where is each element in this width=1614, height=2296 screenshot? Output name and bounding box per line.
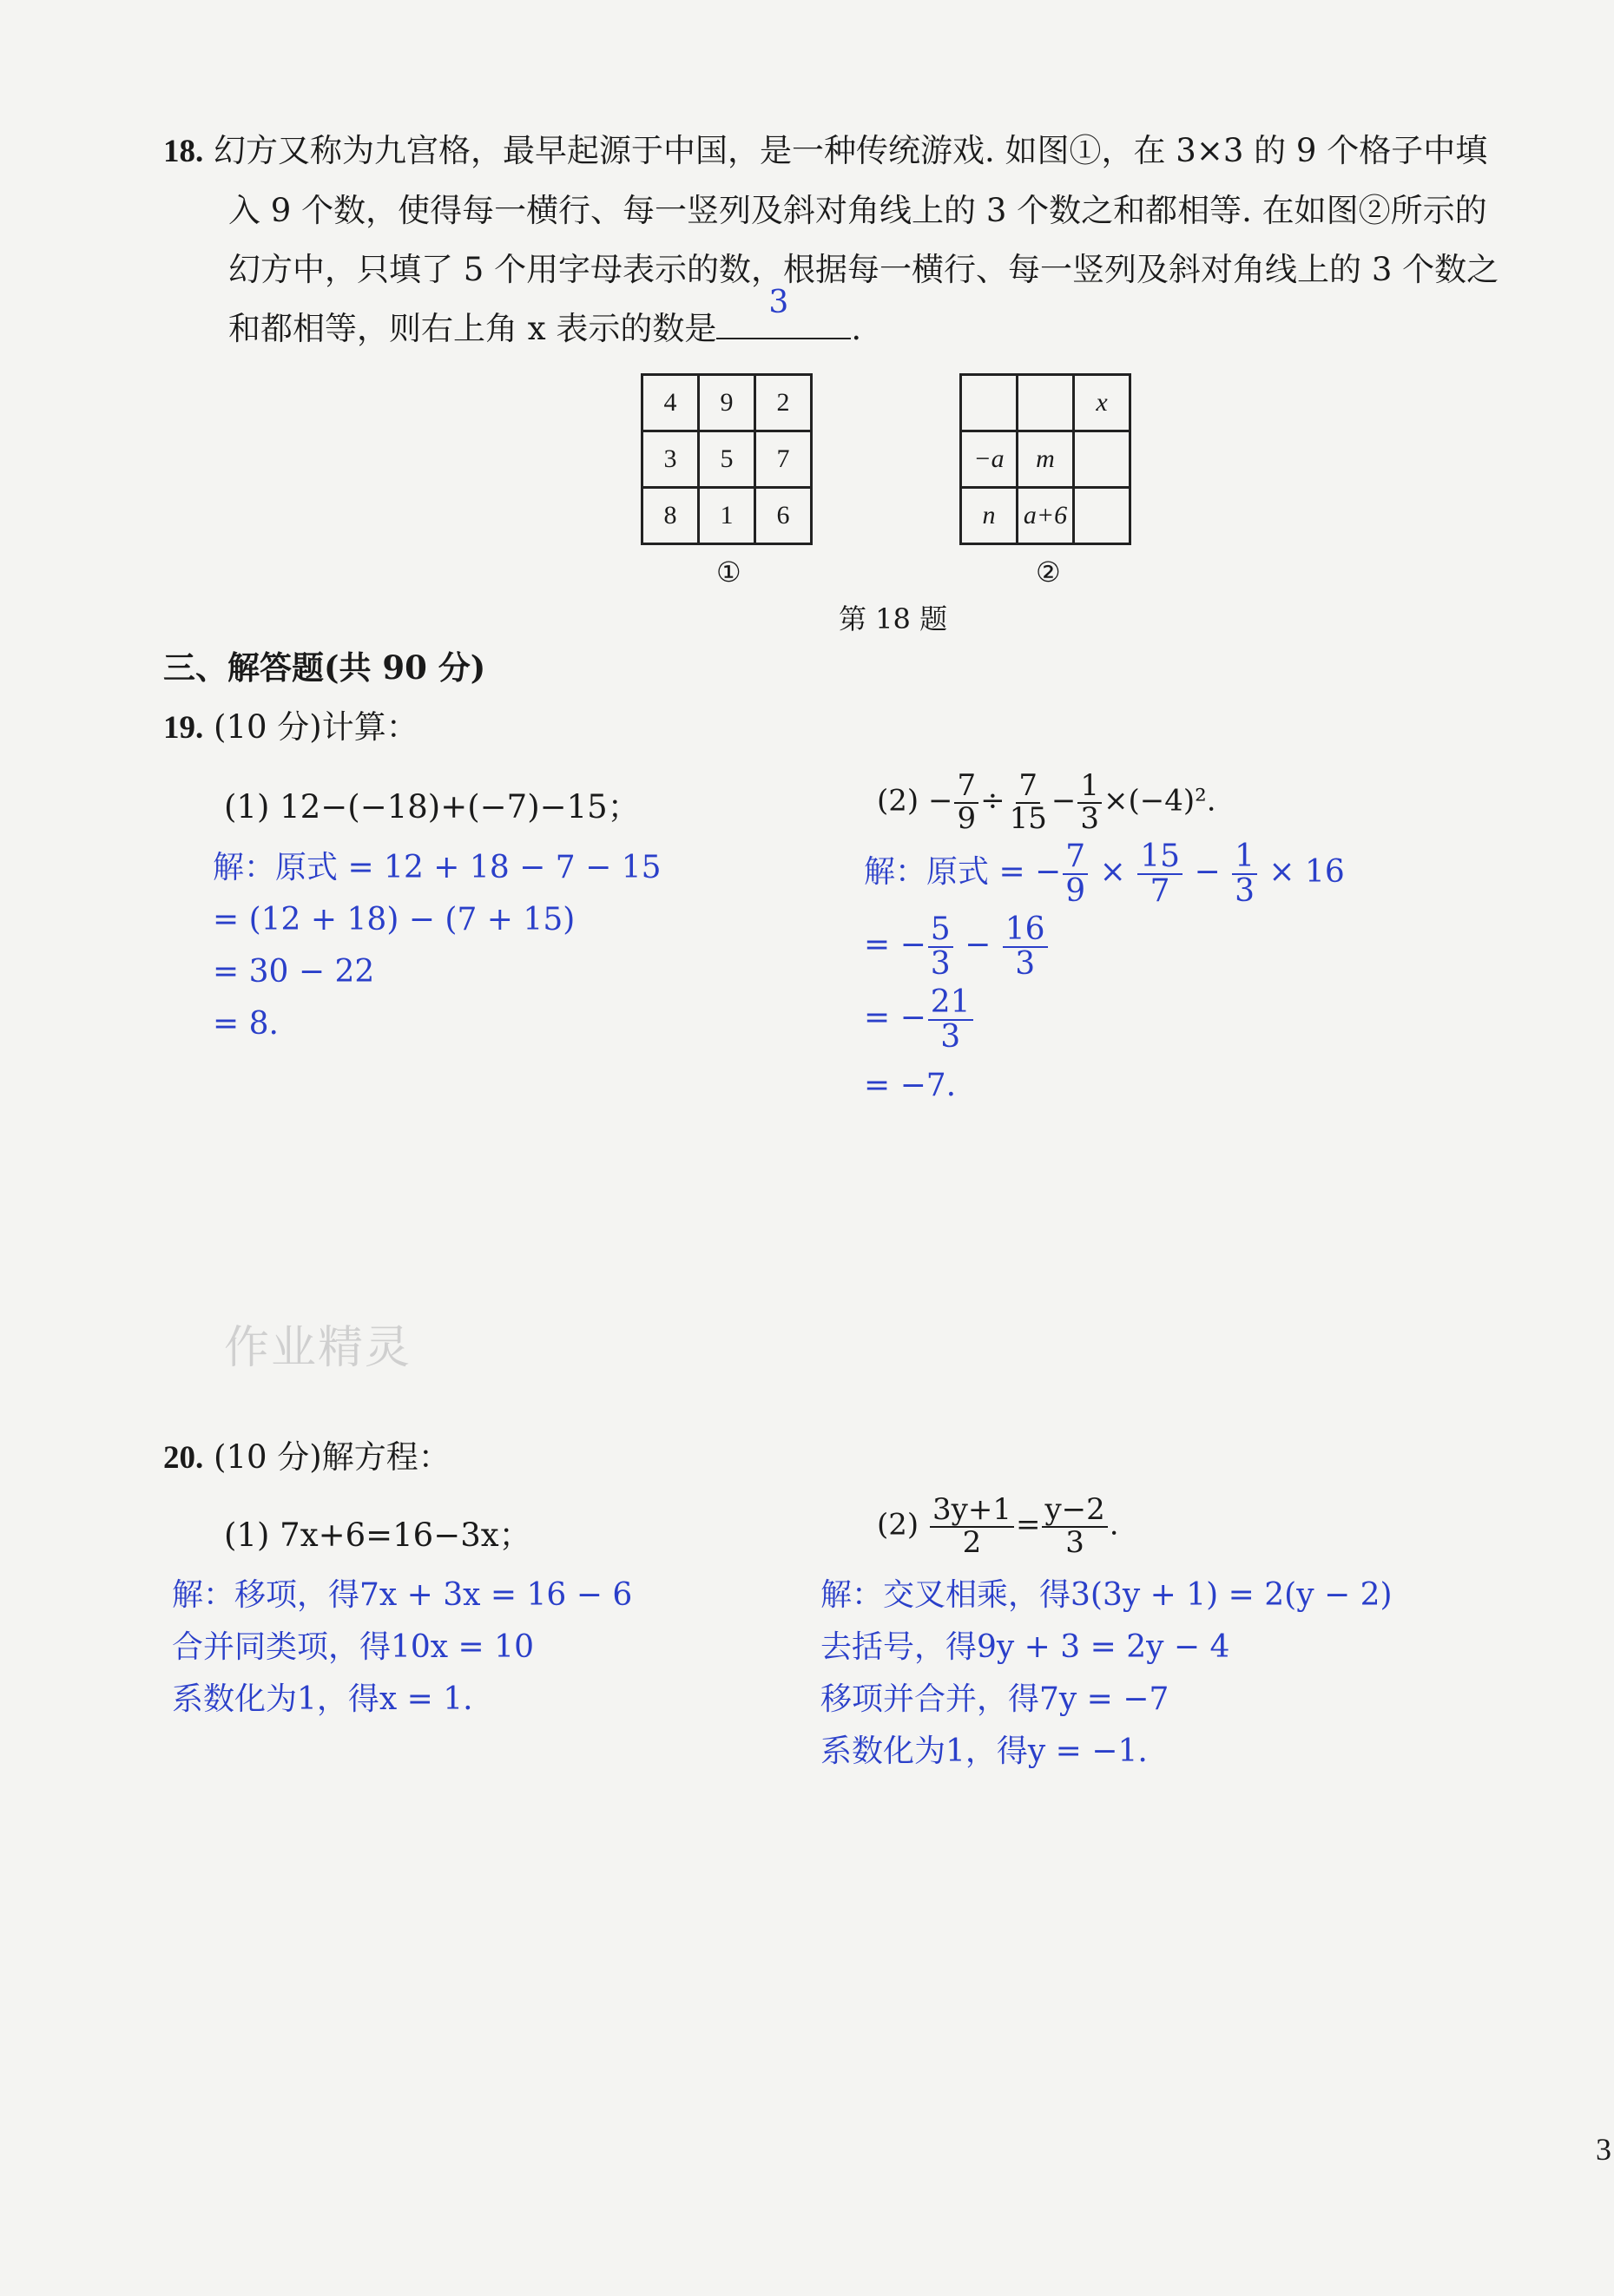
q18-number: 18. bbox=[163, 134, 204, 169]
grid-row bbox=[642, 431, 812, 488]
q20-title-text: (10 分)解方程： bbox=[214, 1438, 451, 1476]
denominator: 7 bbox=[1150, 872, 1170, 909]
q19-p2-label: (2) − bbox=[877, 783, 953, 819]
q19-p1-sol-line: = (12 + 18) − (7 + 15) bbox=[213, 902, 576, 937]
q20-part1-problem: (1) 7x+6=16−3x； bbox=[224, 1516, 531, 1554]
q18-answer: 3 bbox=[768, 285, 789, 320]
grid-row bbox=[961, 431, 1130, 488]
fraction bbox=[1077, 768, 1102, 836]
grid-row bbox=[642, 488, 812, 544]
fraction bbox=[928, 913, 953, 981]
q19-p2-sol-start: 解：原式 = − bbox=[864, 853, 1062, 890]
grid-cell: −a bbox=[961, 431, 1018, 488]
q18-line1 bbox=[163, 122, 1552, 181]
fraction bbox=[928, 986, 973, 1054]
denominator: 3 bbox=[930, 945, 951, 982]
grid-cell: 6 bbox=[755, 488, 812, 544]
q19-part2-problem: (2) − $\frac{7}{9}$ ÷ $\frac{7}{15}$ − $\frac{1}{3}$ ×(−4)². bbox=[877, 768, 1216, 836]
grid-cell bbox=[1074, 431, 1130, 488]
magic-square-1 bbox=[641, 373, 813, 545]
q19-p1-sol-line: = 30 − 22 bbox=[213, 954, 375, 990]
q19-p2-sol-line2: = − $\frac{5}{3}$ − $\frac{16}{3}$ bbox=[864, 913, 1050, 981]
grid-cell bbox=[1018, 375, 1074, 431]
grid-row bbox=[961, 488, 1130, 544]
grid-cell: 4 bbox=[642, 375, 699, 431]
grid-cell: x bbox=[1074, 375, 1130, 431]
grid-row bbox=[961, 375, 1130, 431]
denominator: 3 bbox=[1065, 1524, 1084, 1560]
denominator: 3 bbox=[940, 1018, 961, 1055]
watermark: 作业精灵 bbox=[224, 1322, 412, 1374]
grid-cell: n bbox=[961, 488, 1018, 544]
q20-p1-sol-line: 解：移项，得7x + 3x = 16 − 6 bbox=[172, 1577, 633, 1613]
q19-p1-sol-line: 解：原式 = 12 + 18 − 7 − 15 bbox=[213, 850, 662, 885]
q19-p2-sol-line1: 解：原式 = − $\frac{7}{9}$ × $\frac{15}{7}$ − $\frac{1}{3}$ × 16 bbox=[864, 839, 1345, 909]
fraction bbox=[1063, 840, 1088, 908]
fraction bbox=[1003, 913, 1048, 981]
grid-cell: 9 bbox=[699, 375, 755, 431]
numerator: 1 bbox=[1232, 840, 1257, 875]
q20-p2-sol-line: 移项并合并，得7y = −7 bbox=[820, 1681, 1169, 1717]
fraction bbox=[1232, 840, 1257, 908]
q20-number: 20. bbox=[163, 1440, 204, 1476]
section-title: 三、解答题(共 90 分) bbox=[163, 648, 486, 687]
numerator: 16 bbox=[1003, 913, 1048, 948]
q20-part1-solution bbox=[172, 1569, 632, 1726]
denominator: 9 bbox=[1065, 872, 1086, 909]
grid-cell: m bbox=[1018, 431, 1074, 488]
q18-line3: 幻方中，只填了 5 个用字母表示的数，根据每一横行、每一竖列及斜对角线上的 3 个数之 bbox=[228, 251, 1499, 288]
denominator: 3 bbox=[1235, 872, 1255, 909]
question-18 bbox=[163, 122, 1552, 359]
q19-p2-tail: ×(−4)². bbox=[1103, 783, 1216, 819]
grid-cell: 5 bbox=[699, 431, 755, 488]
fraction bbox=[1007, 768, 1050, 836]
q19-p1-sol-line: = 8. bbox=[213, 1006, 279, 1042]
denominator: 3 bbox=[1080, 800, 1100, 836]
q19-p2-sol-line3: = − $\frac{21}{3}$ bbox=[864, 986, 975, 1054]
q19-part1-solution bbox=[213, 842, 662, 1050]
q19-p2-sol-tail: × 16 bbox=[1268, 853, 1345, 890]
magic-square-2 bbox=[959, 373, 1131, 545]
q20-p1-sol-line: 合并同类项，得10x = 10 bbox=[172, 1629, 534, 1665]
numerator: 7 bbox=[954, 771, 978, 804]
q20-p2-sol-line: 系数化为1，得y = −1. bbox=[820, 1734, 1148, 1769]
q19-title-text: (10 分)计算： bbox=[214, 708, 418, 746]
grid-cell: 2 bbox=[755, 375, 812, 431]
fraction bbox=[1137, 840, 1183, 908]
denominator: 9 bbox=[957, 800, 977, 836]
q20-p1-sol-line: 系数化为1，得x = 1. bbox=[172, 1681, 473, 1717]
fraction bbox=[1042, 1492, 1107, 1560]
numerator: y−2 bbox=[1042, 1495, 1107, 1528]
numerator: 3y+1 bbox=[930, 1495, 1014, 1528]
denominator: 2 bbox=[962, 1524, 982, 1560]
denominator: 3 bbox=[1015, 945, 1036, 982]
denominator: 15 bbox=[1009, 800, 1047, 836]
question-19-title bbox=[163, 698, 418, 758]
q20-part2-problem: (2) $\frac{3y+1}{2}$ = $\frac{y-2}{3}$ . bbox=[877, 1492, 1119, 1560]
grid-cell: 7 bbox=[755, 431, 812, 488]
numerator: 1 bbox=[1077, 771, 1102, 804]
grid-cell bbox=[961, 375, 1018, 431]
q20-p2-label: (2) bbox=[877, 1507, 919, 1543]
answer-blank bbox=[716, 285, 851, 339]
q19-number: 19. bbox=[163, 710, 204, 746]
q20-p2-sol-line: 去括号，得9y + 3 = 2y − 4 bbox=[820, 1629, 1230, 1665]
figure-caption: 第 18 题 bbox=[839, 602, 948, 635]
q20-p2-sol-line: 解：交叉相乘，得3(3y + 1) = 2(y − 2) bbox=[820, 1577, 1393, 1613]
fraction bbox=[954, 768, 978, 836]
figure-label-2: ② bbox=[1036, 556, 1061, 589]
question-20-title bbox=[163, 1428, 451, 1488]
q18-line4 bbox=[163, 285, 1552, 359]
numerator: 7 bbox=[1016, 771, 1040, 804]
numerator: 21 bbox=[928, 986, 973, 1021]
numerator: 7 bbox=[1063, 840, 1088, 875]
q19-p2-sol-line4: = −7. bbox=[864, 1068, 957, 1103]
figure-label-1: ① bbox=[716, 556, 741, 589]
grid-cell: 8 bbox=[642, 488, 699, 544]
page-number: 3 bbox=[1596, 2132, 1611, 2167]
grid-cell: 1 bbox=[699, 488, 755, 544]
q18-line4-text: 和都相等，则右上角 x 表示的数是 bbox=[228, 310, 717, 347]
grid-cell: a+6 bbox=[1018, 488, 1074, 544]
q18-period: . bbox=[851, 310, 862, 347]
grid-cell: 3 bbox=[642, 431, 699, 488]
grid-cell bbox=[1074, 488, 1130, 544]
numerator: 5 bbox=[928, 913, 953, 948]
q18-line2: 入 9 个数，使得每一横行、每一竖列及斜对角线上的 3 个数之和都相等. 在如图②所示的 bbox=[228, 192, 1487, 229]
q19-part1-problem: (1) 12−(−18)+(−7)−15； bbox=[224, 788, 640, 826]
numerator: 15 bbox=[1137, 840, 1183, 875]
grid-row bbox=[642, 375, 812, 431]
q20-part2-solution bbox=[820, 1569, 1393, 1778]
q18-line1-text: 幻方又称为九宫格，最早起源于中国，是一种传统游戏. 如图①，在 3×3 的 9 个格子中填 bbox=[214, 132, 1488, 169]
fraction bbox=[930, 1492, 1014, 1560]
